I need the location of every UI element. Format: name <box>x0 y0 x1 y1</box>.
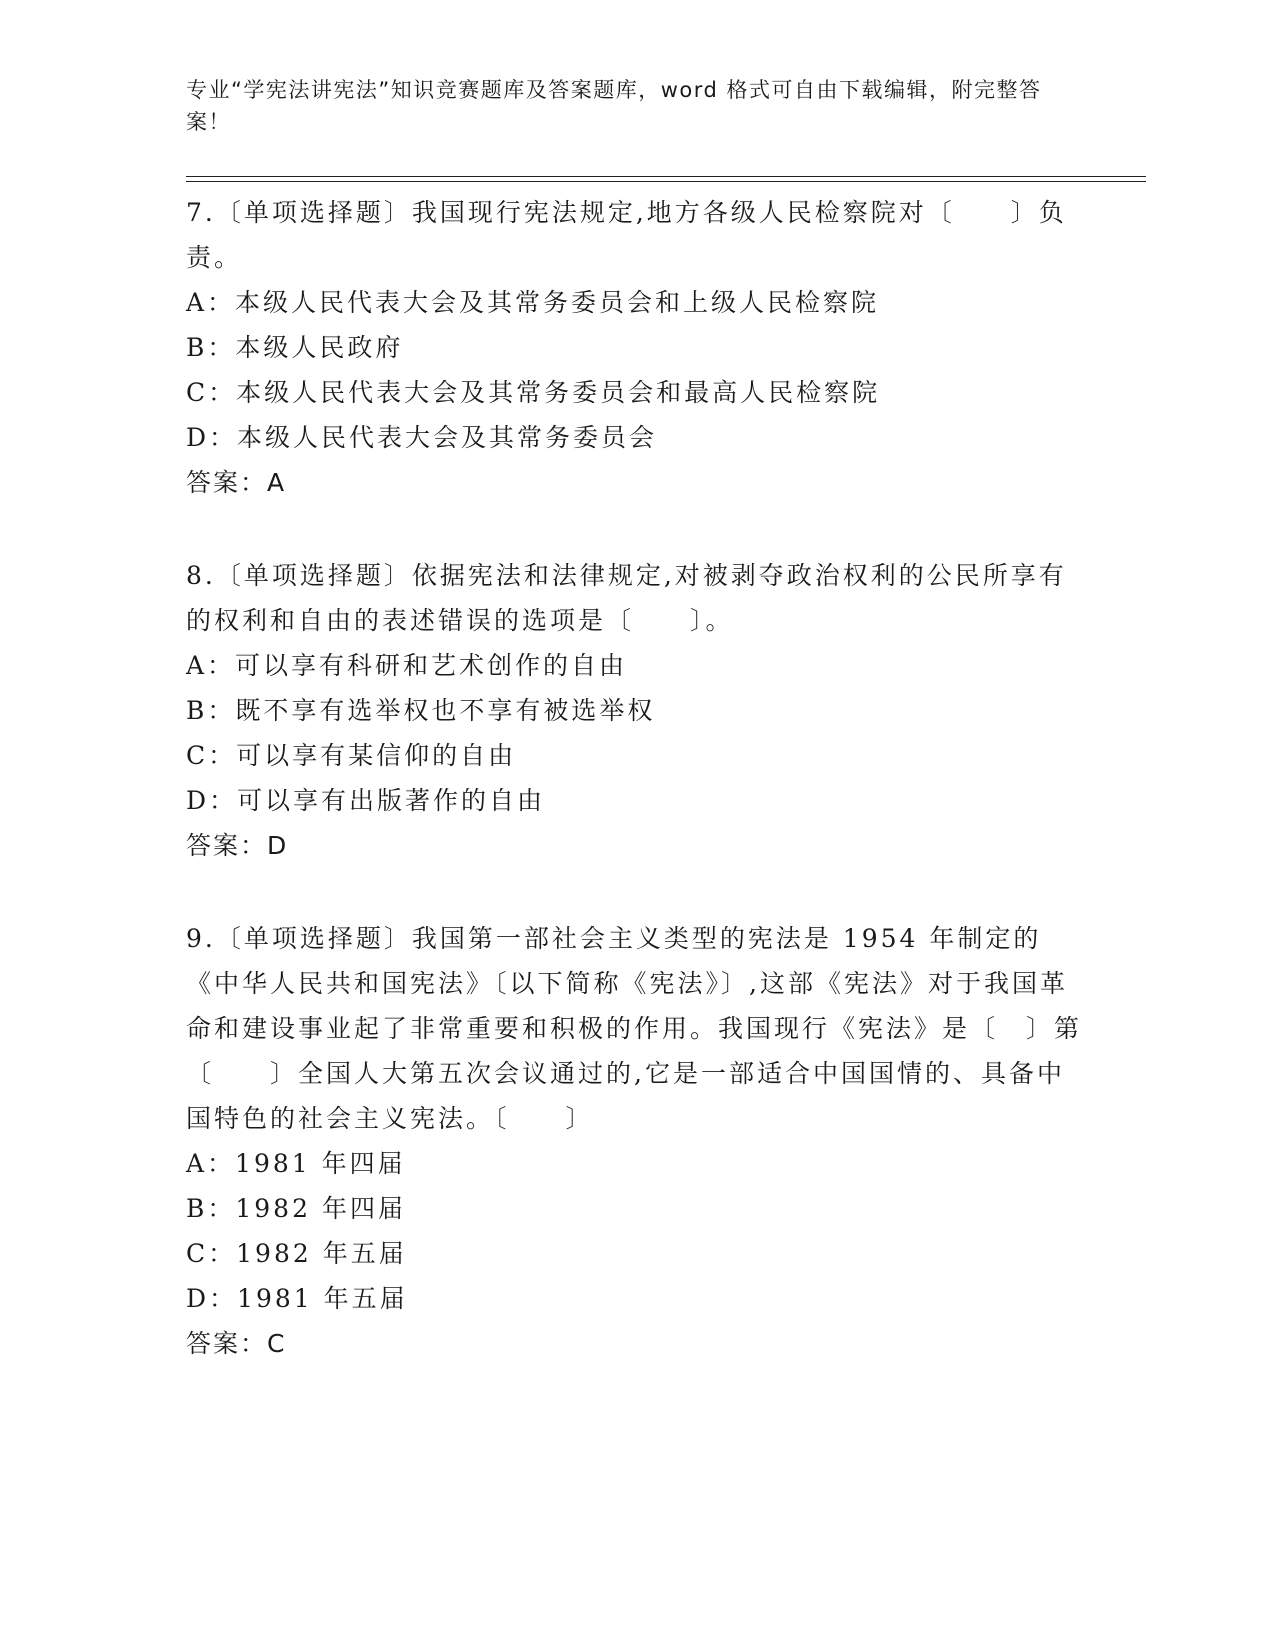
option-d: D：本级人民代表大会及其常务委员会 <box>186 423 658 452</box>
header-divider-bottom <box>186 181 1146 182</box>
option-a: A：1981 年四届 <box>186 1149 406 1178</box>
question-8 <box>186 553 1086 868</box>
document-header: 专业“学宪法讲宪法”知识竞赛题库及答案题库，word 格式可自由下载编辑，附完整答案！ <box>186 78 1042 134</box>
option-c: C：1982 年五届 <box>186 1239 407 1268</box>
header-divider-top <box>186 176 1146 177</box>
option-c: C：可以享有某信仰的自由 <box>186 741 517 770</box>
answer-text: 答案：C <box>186 1329 287 1358</box>
question-9 <box>186 916 1086 1366</box>
question-stem: 8.〔单项选择题〕依据宪法和法律规定,对被剥夺政治权利的公民所享有的权利和自由的表述错误的选项是〔 〕。 <box>186 561 1067 635</box>
question-stem: 7.〔单项选择题〕我国现行宪法规定,地方各级人民检察院对〔 〕负责。 <box>186 198 1067 272</box>
answer-text: 答案：D <box>186 831 289 860</box>
option-a: A：可以享有科研和艺术创作的自由 <box>186 651 628 680</box>
question-list <box>186 190 1086 1414</box>
question-stem: 9.〔单项选择题〕我国第一部社会主义类型的宪法是 1954 年制定的《中华人民共和国宪法》〔以下简称《宪法》〕,这部《宪法》对于我国革命和建设事业起了非常重要和积极的作用。我国现行《宪法》是〔 〕第〔 〕全国人大第五次会议通过的,它是一部适合中国国情的、具备中国特色的社会主义宪法。〔 〕 <box>186 924 1083 1133</box>
option-b: B：既不享有选举权也不享有被选举权 <box>186 696 656 725</box>
question-7 <box>186 190 1086 505</box>
option-c: C：本级人民代表大会及其常务委员会和最高人民检察院 <box>186 378 881 407</box>
answer-text: 答案：A <box>186 468 287 497</box>
option-b: B：1982 年四届 <box>186 1194 406 1223</box>
option-d: D：可以享有出版著作的自由 <box>186 786 546 815</box>
option-d: D：1981 年五届 <box>186 1284 408 1313</box>
option-b: B：本级人民政府 <box>186 333 404 362</box>
option-a: A：本级人民代表大会及其常务委员会和上级人民检察院 <box>186 288 880 317</box>
